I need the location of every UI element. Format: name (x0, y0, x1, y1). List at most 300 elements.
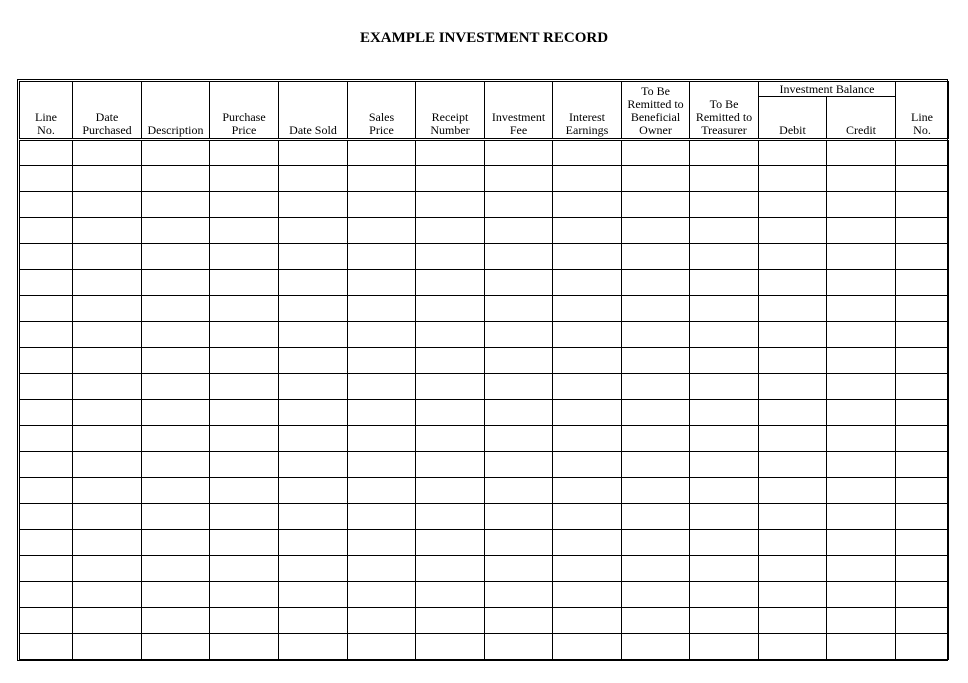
cell-line-no[interactable] (20, 374, 73, 400)
cell-credit[interactable] (827, 452, 896, 478)
cell-line-no-right[interactable] (896, 296, 949, 322)
cell-debit[interactable] (759, 452, 827, 478)
cell-remitted-treasurer[interactable] (690, 322, 759, 348)
cell-interest-earnings[interactable] (553, 452, 622, 478)
cell-purchase-price[interactable] (210, 634, 279, 660)
cell-line-no[interactable] (20, 192, 73, 218)
cell-investment-fee[interactable] (485, 270, 553, 296)
cell-date-purchased[interactable] (73, 140, 142, 166)
cell-date-purchased[interactable] (73, 322, 142, 348)
cell-date-purchased[interactable] (73, 634, 142, 660)
cell-receipt-number[interactable] (416, 140, 485, 166)
cell-purchase-price[interactable] (210, 192, 279, 218)
cell-date-purchased[interactable] (73, 218, 142, 244)
cell-debit[interactable] (759, 608, 827, 634)
cell-date-purchased[interactable] (73, 452, 142, 478)
cell-debit[interactable] (759, 244, 827, 270)
cell-purchase-price[interactable] (210, 166, 279, 192)
cell-debit[interactable] (759, 270, 827, 296)
cell-date-sold[interactable] (279, 582, 348, 608)
cell-interest-earnings[interactable] (553, 140, 622, 166)
cell-date-sold[interactable] (279, 166, 348, 192)
cell-investment-fee[interactable] (485, 192, 553, 218)
table-row (20, 634, 949, 660)
cell-credit[interactable] (827, 504, 896, 530)
cell-description[interactable] (142, 218, 210, 244)
cell-remitted-treasurer[interactable] (690, 400, 759, 426)
cell-sales-price[interactable] (348, 504, 416, 530)
cell-purchase-price[interactable] (210, 452, 279, 478)
cell-investment-fee[interactable] (485, 556, 553, 582)
cell-sales-price[interactable] (348, 296, 416, 322)
cell-debit[interactable] (759, 192, 827, 218)
cell-purchase-price[interactable] (210, 322, 279, 348)
cell-line-no[interactable] (20, 244, 73, 270)
cell-sales-price[interactable] (348, 244, 416, 270)
cell-description[interactable] (142, 504, 210, 530)
cell-date-purchased[interactable] (73, 556, 142, 582)
cell-interest-earnings[interactable] (553, 426, 622, 452)
cell-remitted-treasurer[interactable] (690, 478, 759, 504)
cell-date-purchased[interactable] (73, 166, 142, 192)
cell-date-sold[interactable] (279, 608, 348, 634)
cell-description[interactable] (142, 374, 210, 400)
cell-debit[interactable] (759, 348, 827, 374)
cell-remitted-beneficial-owner[interactable] (622, 556, 690, 582)
cell-debit[interactable] (759, 140, 827, 166)
cell-date-sold[interactable] (279, 478, 348, 504)
cell-line-no[interactable] (20, 634, 73, 660)
header-debit: Debit (759, 97, 827, 140)
cell-debit[interactable] (759, 530, 827, 556)
cell-sales-price[interactable] (348, 166, 416, 192)
cell-interest-earnings[interactable] (553, 348, 622, 374)
cell-line-no[interactable] (20, 322, 73, 348)
cell-line-no-right[interactable] (896, 348, 949, 374)
cell-interest-earnings[interactable] (553, 634, 622, 660)
cell-debit[interactable] (759, 556, 827, 582)
cell-purchase-price[interactable] (210, 270, 279, 296)
cell-remitted-treasurer[interactable] (690, 140, 759, 166)
cell-sales-price[interactable] (348, 322, 416, 348)
cell-date-purchased[interactable] (73, 296, 142, 322)
cell-remitted-treasurer[interactable] (690, 374, 759, 400)
cell-sales-price[interactable] (348, 452, 416, 478)
cell-remitted-treasurer[interactable] (690, 582, 759, 608)
cell-date-sold[interactable] (279, 504, 348, 530)
cell-credit[interactable] (827, 166, 896, 192)
cell-remitted-treasurer[interactable] (690, 166, 759, 192)
cell-remitted-treasurer[interactable] (690, 556, 759, 582)
cell-investment-fee[interactable] (485, 634, 553, 660)
cell-sales-price[interactable] (348, 634, 416, 660)
cell-purchase-price[interactable] (210, 608, 279, 634)
cell-line-no-right[interactable] (896, 608, 949, 634)
cell-credit[interactable] (827, 296, 896, 322)
cell-purchase-price[interactable] (210, 478, 279, 504)
cell-credit[interactable] (827, 426, 896, 452)
cell-date-purchased[interactable] (73, 374, 142, 400)
cell-remitted-treasurer[interactable] (690, 608, 759, 634)
cell-remitted-treasurer[interactable] (690, 504, 759, 530)
cell-description[interactable] (142, 270, 210, 296)
cell-sales-price[interactable] (348, 218, 416, 244)
cell-debit[interactable] (759, 400, 827, 426)
cell-interest-earnings[interactable] (553, 556, 622, 582)
cell-line-no-right[interactable] (896, 582, 949, 608)
cell-debit[interactable] (759, 218, 827, 244)
cell-investment-fee[interactable] (485, 348, 553, 374)
cell-date-purchased[interactable] (73, 244, 142, 270)
table-row (20, 400, 949, 426)
cell-line-no-right[interactable] (896, 426, 949, 452)
table-row (20, 348, 949, 374)
cell-description[interactable] (142, 530, 210, 556)
cell-debit[interactable] (759, 634, 827, 660)
cell-remitted-beneficial-owner[interactable] (622, 400, 690, 426)
cell-credit[interactable] (827, 582, 896, 608)
table-row (20, 192, 949, 218)
cell-line-no-right[interactable] (896, 452, 949, 478)
cell-remitted-treasurer[interactable] (690, 296, 759, 322)
cell-investment-fee[interactable] (485, 426, 553, 452)
cell-date-purchased[interactable] (73, 426, 142, 452)
table-row (20, 582, 949, 608)
cell-date-sold[interactable] (279, 218, 348, 244)
cell-remitted-beneficial-owner[interactable] (622, 296, 690, 322)
cell-description[interactable] (142, 582, 210, 608)
table-row (20, 608, 949, 634)
cell-sales-price[interactable] (348, 582, 416, 608)
cell-purchase-price[interactable] (210, 504, 279, 530)
header-sales-price: Sales Price (348, 82, 416, 140)
cell-receipt-number[interactable] (416, 244, 485, 270)
cell-remitted-beneficial-owner[interactable] (622, 322, 690, 348)
table-row (20, 166, 949, 192)
cell-purchase-price[interactable] (210, 582, 279, 608)
cell-interest-earnings[interactable] (553, 582, 622, 608)
cell-investment-fee[interactable] (485, 296, 553, 322)
cell-date-purchased[interactable] (73, 192, 142, 218)
cell-date-sold[interactable] (279, 322, 348, 348)
cell-description[interactable] (142, 426, 210, 452)
header-line-no-right: Line No. (896, 82, 949, 140)
cell-debit[interactable] (759, 504, 827, 530)
cell-remitted-beneficial-owner[interactable] (622, 348, 690, 374)
cell-debit[interactable] (759, 582, 827, 608)
cell-line-no-right[interactable] (896, 504, 949, 530)
cell-sales-price[interactable] (348, 556, 416, 582)
cell-remitted-beneficial-owner[interactable] (622, 504, 690, 530)
cell-credit[interactable] (827, 478, 896, 504)
cell-debit[interactable] (759, 322, 827, 348)
cell-remitted-beneficial-owner[interactable] (622, 582, 690, 608)
cell-investment-fee[interactable] (485, 166, 553, 192)
cell-date-purchased[interactable] (73, 478, 142, 504)
cell-purchase-price[interactable] (210, 348, 279, 374)
cell-date-sold[interactable] (279, 348, 348, 374)
cell-line-no-right[interactable] (896, 244, 949, 270)
cell-line-no-right[interactable] (896, 478, 949, 504)
cell-description[interactable] (142, 322, 210, 348)
cell-receipt-number[interactable] (416, 452, 485, 478)
cell-remitted-treasurer[interactable] (690, 244, 759, 270)
cell-purchase-price[interactable] (210, 218, 279, 244)
cell-sales-price[interactable] (348, 348, 416, 374)
cell-receipt-number[interactable] (416, 530, 485, 556)
cell-date-sold[interactable] (279, 452, 348, 478)
cell-line-no-right[interactable] (896, 192, 949, 218)
cell-interest-earnings[interactable] (553, 244, 622, 270)
cell-remitted-beneficial-owner[interactable] (622, 192, 690, 218)
cell-remitted-treasurer[interactable] (690, 192, 759, 218)
cell-purchase-price[interactable] (210, 426, 279, 452)
cell-debit[interactable] (759, 374, 827, 400)
cell-receipt-number[interactable] (416, 296, 485, 322)
cell-date-purchased[interactable] (73, 582, 142, 608)
cell-purchase-price[interactable] (210, 296, 279, 322)
cell-line-no-right[interactable] (896, 530, 949, 556)
cell-debit[interactable] (759, 166, 827, 192)
cell-line-no-right[interactable] (896, 400, 949, 426)
cell-debit[interactable] (759, 478, 827, 504)
cell-sales-price[interactable] (348, 270, 416, 296)
cell-investment-fee[interactable] (485, 530, 553, 556)
cell-remitted-beneficial-owner[interactable] (622, 244, 690, 270)
cell-credit[interactable] (827, 608, 896, 634)
table-row (20, 218, 949, 244)
cell-investment-fee[interactable] (485, 244, 553, 270)
cell-remitted-beneficial-owner[interactable] (622, 608, 690, 634)
cell-date-sold[interactable] (279, 374, 348, 400)
cell-date-sold[interactable] (279, 426, 348, 452)
cell-investment-fee[interactable] (485, 504, 553, 530)
cell-debit[interactable] (759, 426, 827, 452)
cell-purchase-price[interactable] (210, 244, 279, 270)
cell-receipt-number[interactable] (416, 348, 485, 374)
cell-description[interactable] (142, 192, 210, 218)
cell-interest-earnings[interactable] (553, 478, 622, 504)
cell-line-no[interactable] (20, 556, 73, 582)
cell-credit[interactable] (827, 634, 896, 660)
cell-receipt-number[interactable] (416, 270, 485, 296)
cell-line-no[interactable] (20, 426, 73, 452)
cell-credit[interactable] (827, 374, 896, 400)
cell-date-purchased[interactable] (73, 530, 142, 556)
cell-investment-fee[interactable] (485, 608, 553, 634)
cell-line-no[interactable] (20, 530, 73, 556)
cell-receipt-number[interactable] (416, 556, 485, 582)
cell-line-no[interactable] (20, 166, 73, 192)
cell-credit[interactable] (827, 270, 896, 296)
cell-receipt-number[interactable] (416, 426, 485, 452)
header-remitted-treasurer: To Be Remitted to Treasurer (690, 82, 759, 140)
cell-interest-earnings[interactable] (553, 400, 622, 426)
cell-purchase-price[interactable] (210, 374, 279, 400)
cell-line-no[interactable] (20, 452, 73, 478)
cell-line-no-right[interactable] (896, 322, 949, 348)
cell-credit[interactable] (827, 218, 896, 244)
cell-credit[interactable] (827, 400, 896, 426)
cell-receipt-number[interactable] (416, 478, 485, 504)
cell-line-no-right[interactable] (896, 270, 949, 296)
cell-purchase-price[interactable] (210, 140, 279, 166)
cell-investment-fee[interactable] (485, 322, 553, 348)
header-date-purchased: Date Purchased (73, 82, 142, 140)
cell-investment-fee[interactable] (485, 140, 553, 166)
cell-receipt-number[interactable] (416, 192, 485, 218)
cell-line-no[interactable] (20, 504, 73, 530)
cell-remitted-treasurer[interactable] (690, 348, 759, 374)
cell-receipt-number[interactable] (416, 634, 485, 660)
cell-interest-earnings[interactable] (553, 608, 622, 634)
cell-description[interactable] (142, 296, 210, 322)
header-credit: Credit (827, 97, 896, 140)
cell-sales-price[interactable] (348, 374, 416, 400)
cell-investment-fee[interactable] (485, 400, 553, 426)
cell-line-no[interactable] (20, 608, 73, 634)
cell-description[interactable] (142, 348, 210, 374)
header-purchase-price: Purchase Price (210, 82, 279, 140)
cell-interest-earnings[interactable] (553, 270, 622, 296)
cell-remitted-treasurer[interactable] (690, 530, 759, 556)
cell-receipt-number[interactable] (416, 218, 485, 244)
cell-line-no[interactable] (20, 478, 73, 504)
header-investment-fee: Investment Fee (485, 82, 553, 140)
cell-date-purchased[interactable] (73, 348, 142, 374)
cell-remitted-treasurer[interactable] (690, 270, 759, 296)
cell-investment-fee[interactable] (485, 582, 553, 608)
cell-date-sold[interactable] (279, 296, 348, 322)
cell-date-purchased[interactable] (73, 608, 142, 634)
cell-receipt-number[interactable] (416, 400, 485, 426)
cell-credit[interactable] (827, 244, 896, 270)
cell-description[interactable] (142, 478, 210, 504)
cell-description[interactable] (142, 166, 210, 192)
cell-remitted-beneficial-owner[interactable] (622, 166, 690, 192)
cell-remitted-treasurer[interactable] (690, 426, 759, 452)
cell-date-sold[interactable] (279, 530, 348, 556)
cell-date-sold[interactable] (279, 140, 348, 166)
cell-date-sold[interactable] (279, 270, 348, 296)
cell-receipt-number[interactable] (416, 166, 485, 192)
cell-sales-price[interactable] (348, 530, 416, 556)
cell-line-no[interactable] (20, 270, 73, 296)
cell-interest-earnings[interactable] (553, 504, 622, 530)
cell-purchase-price[interactable] (210, 556, 279, 582)
cell-line-no[interactable] (20, 218, 73, 244)
cell-remitted-beneficial-owner[interactable] (622, 452, 690, 478)
cell-description[interactable] (142, 244, 210, 270)
cell-line-no-right[interactable] (896, 166, 949, 192)
cell-remitted-beneficial-owner[interactable] (622, 478, 690, 504)
cell-interest-earnings[interactable] (553, 530, 622, 556)
cell-remitted-beneficial-owner[interactable] (622, 374, 690, 400)
cell-remitted-beneficial-owner[interactable] (622, 218, 690, 244)
cell-sales-price[interactable] (348, 400, 416, 426)
cell-remitted-treasurer[interactable] (690, 218, 759, 244)
cell-receipt-number[interactable] (416, 504, 485, 530)
table-row (20, 322, 949, 348)
cell-date-purchased[interactable] (73, 504, 142, 530)
cell-remitted-beneficial-owner[interactable] (622, 140, 690, 166)
cell-line-no[interactable] (20, 296, 73, 322)
cell-line-no[interactable] (20, 140, 73, 166)
cell-interest-earnings[interactable] (553, 374, 622, 400)
cell-investment-fee[interactable] (485, 478, 553, 504)
cell-line-no[interactable] (20, 400, 73, 426)
cell-line-no-right[interactable] (896, 634, 949, 660)
cell-description[interactable] (142, 140, 210, 166)
cell-credit[interactable] (827, 556, 896, 582)
cell-credit[interactable] (827, 530, 896, 556)
cell-line-no-right[interactable] (896, 140, 949, 166)
cell-description[interactable] (142, 452, 210, 478)
cell-debit[interactable] (759, 296, 827, 322)
cell-interest-earnings[interactable] (553, 296, 622, 322)
cell-interest-earnings[interactable] (553, 218, 622, 244)
cell-remitted-beneficial-owner[interactable] (622, 426, 690, 452)
cell-credit[interactable] (827, 192, 896, 218)
table-row (20, 296, 949, 322)
cell-date-purchased[interactable] (73, 400, 142, 426)
cell-sales-price[interactable] (348, 192, 416, 218)
table-row (20, 140, 949, 166)
cell-line-no[interactable] (20, 348, 73, 374)
cell-credit[interactable] (827, 322, 896, 348)
cell-remitted-treasurer[interactable] (690, 452, 759, 478)
cell-interest-earnings[interactable] (553, 166, 622, 192)
cell-description[interactable] (142, 400, 210, 426)
cell-line-no[interactable] (20, 582, 73, 608)
cell-receipt-number[interactable] (416, 322, 485, 348)
cell-investment-fee[interactable] (485, 374, 553, 400)
cell-date-sold[interactable] (279, 556, 348, 582)
cell-interest-earnings[interactable] (553, 322, 622, 348)
cell-purchase-price[interactable] (210, 530, 279, 556)
cell-line-no-right[interactable] (896, 374, 949, 400)
cell-date-purchased[interactable] (73, 270, 142, 296)
cell-credit[interactable] (827, 140, 896, 166)
cell-line-no-right[interactable] (896, 556, 949, 582)
cell-remitted-beneficial-owner[interactable] (622, 270, 690, 296)
cell-remitted-beneficial-owner[interactable] (622, 530, 690, 556)
cell-sales-price[interactable] (348, 140, 416, 166)
cell-receipt-number[interactable] (416, 608, 485, 634)
cell-description[interactable] (142, 634, 210, 660)
cell-investment-fee[interactable] (485, 452, 553, 478)
cell-remitted-treasurer[interactable] (690, 634, 759, 660)
cell-sales-price[interactable] (348, 608, 416, 634)
cell-investment-fee[interactable] (485, 218, 553, 244)
cell-sales-price[interactable] (348, 478, 416, 504)
cell-interest-earnings[interactable] (553, 192, 622, 218)
cell-date-sold[interactable] (279, 192, 348, 218)
cell-line-no-right[interactable] (896, 218, 949, 244)
cell-receipt-number[interactable] (416, 582, 485, 608)
cell-purchase-price[interactable] (210, 400, 279, 426)
cell-receipt-number[interactable] (416, 374, 485, 400)
cell-credit[interactable] (827, 348, 896, 374)
table-row (20, 478, 949, 504)
cell-date-sold[interactable] (279, 244, 348, 270)
cell-description[interactable] (142, 556, 210, 582)
cell-date-sold[interactable] (279, 400, 348, 426)
cell-description[interactable] (142, 608, 210, 634)
cell-remitted-beneficial-owner[interactable] (622, 634, 690, 660)
cell-sales-price[interactable] (348, 426, 416, 452)
cell-date-sold[interactable] (279, 634, 348, 660)
